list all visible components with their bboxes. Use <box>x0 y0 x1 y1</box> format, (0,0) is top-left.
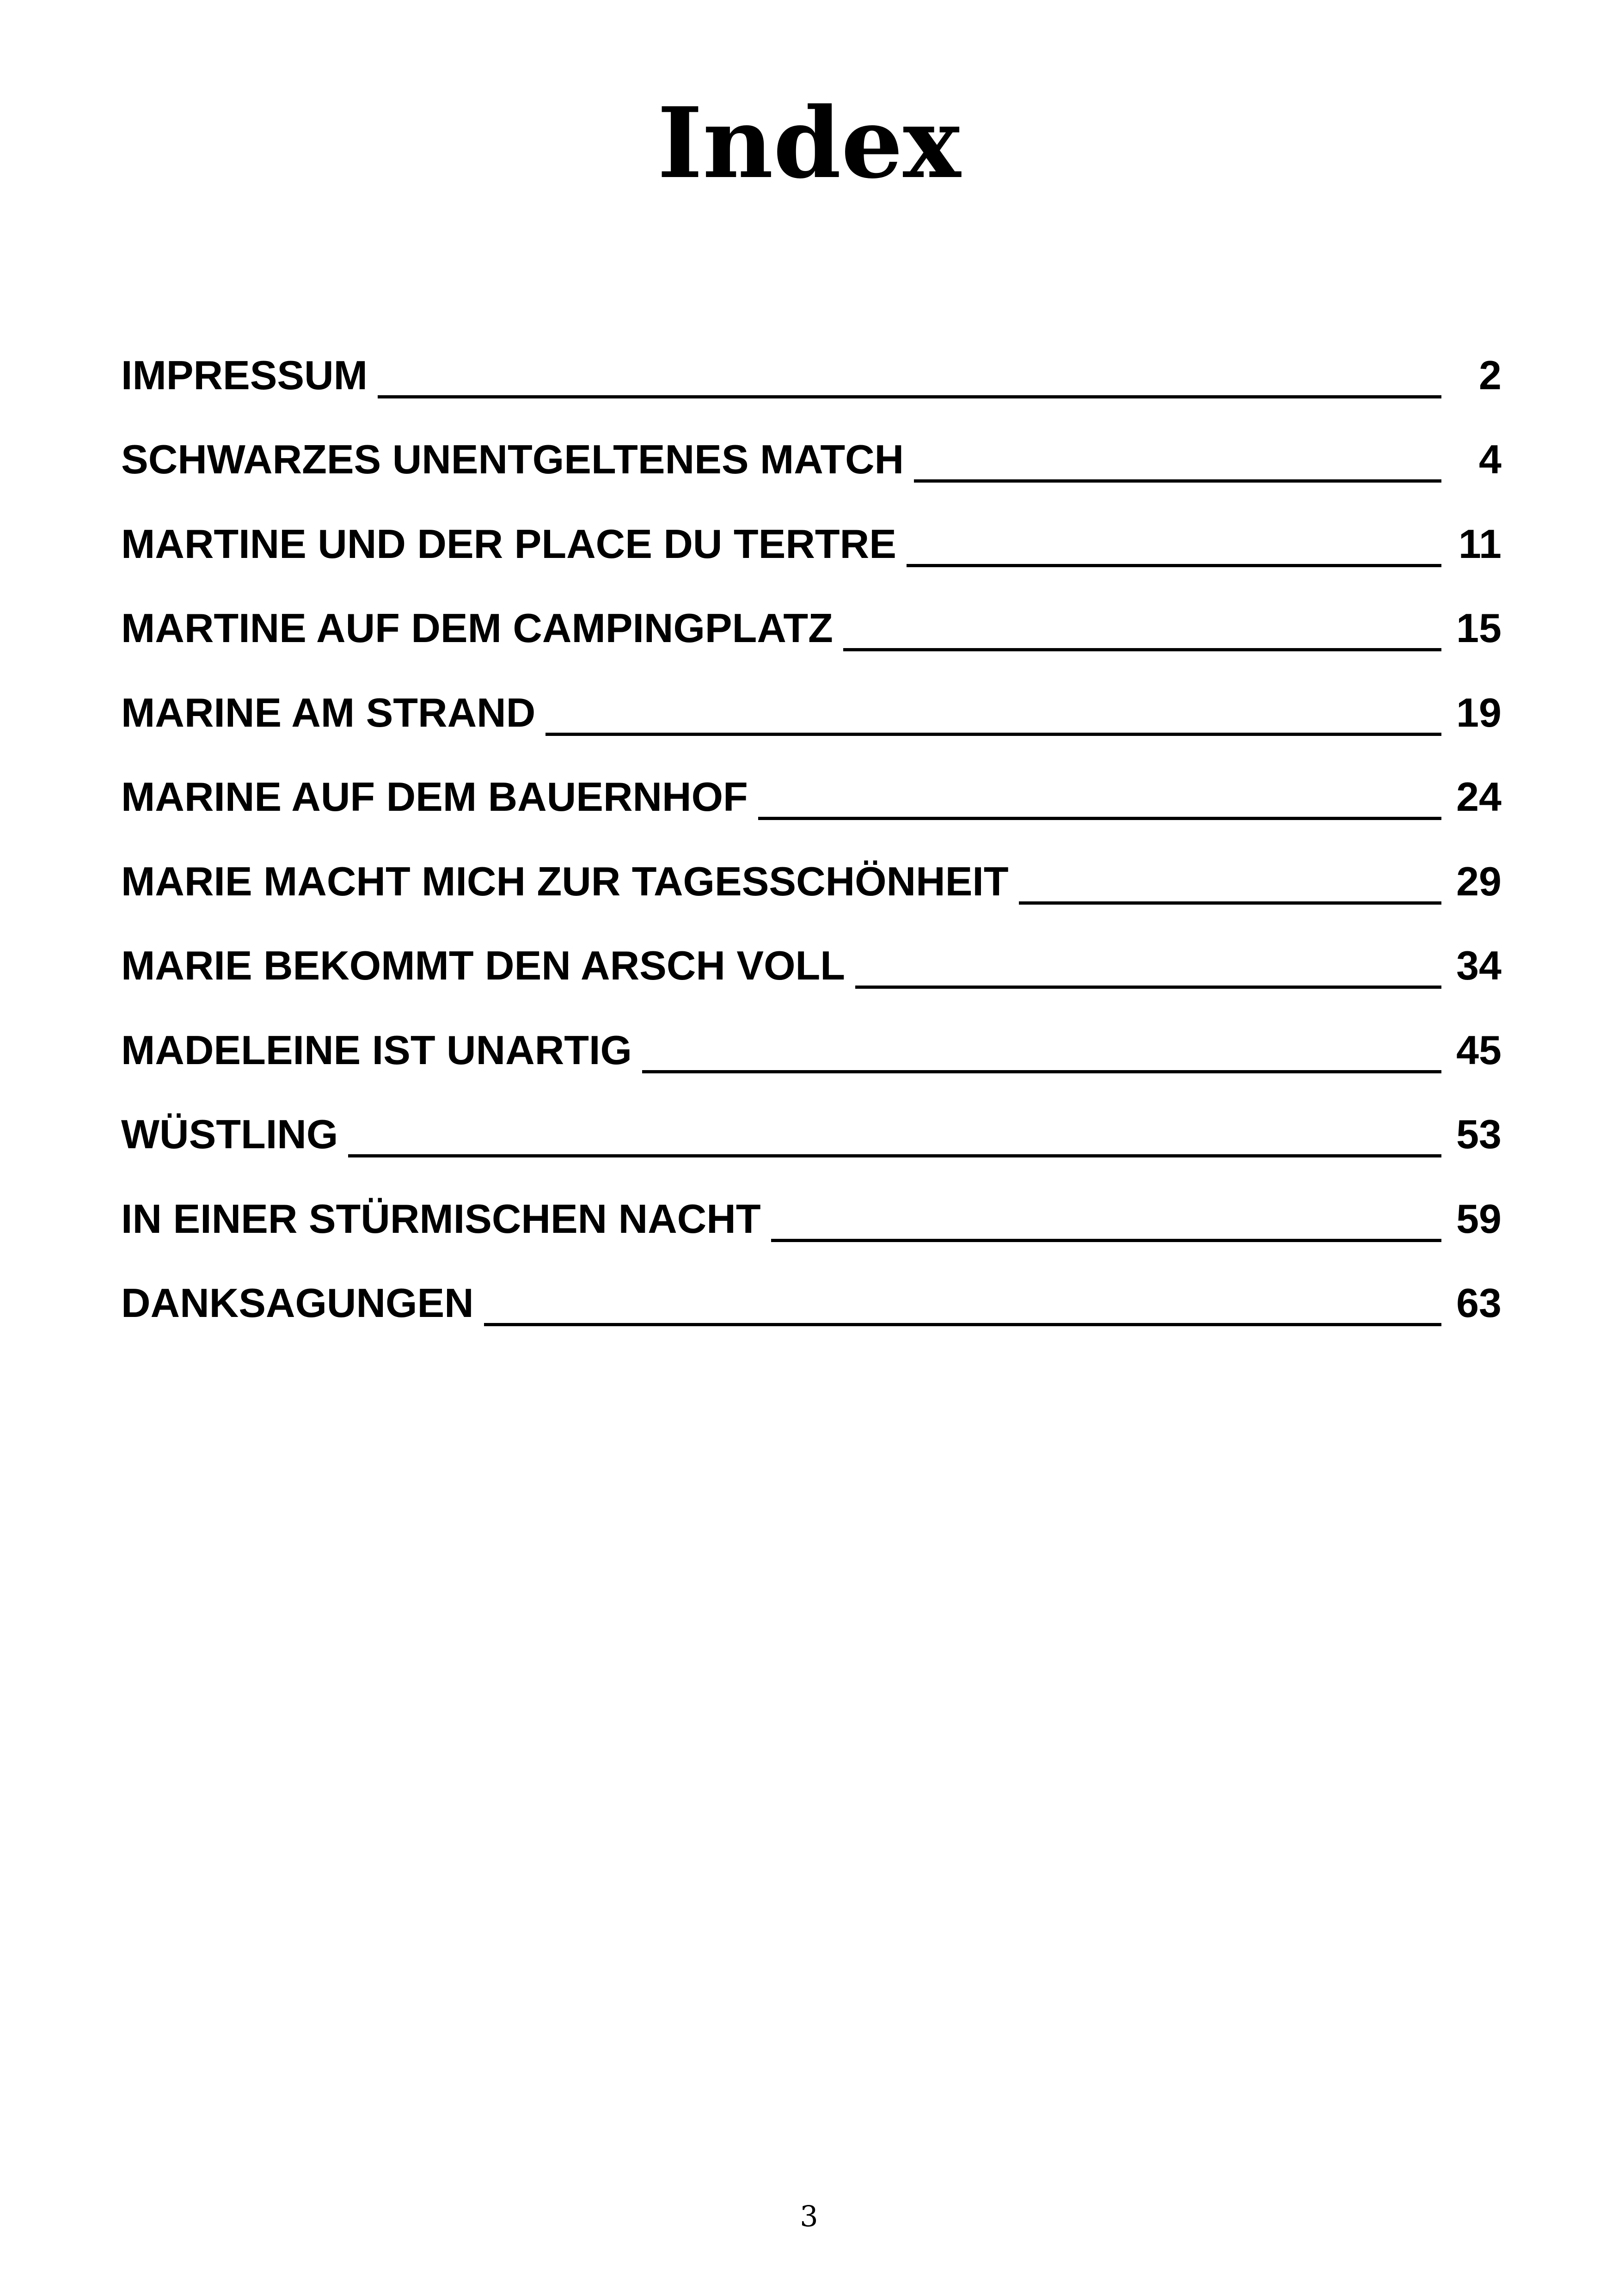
toc-entry-title: MARIE BEKOMMT DEN ARSCH VOLL <box>121 943 846 988</box>
toc-entry <box>121 415 1502 500</box>
toc-entry <box>121 753 1502 837</box>
toc-entry <box>121 584 1502 668</box>
table-of-contents <box>121 331 1502 1343</box>
toc-leader-line <box>545 733 1441 736</box>
toc-entry <box>121 1259 1502 1343</box>
toc-leader-line <box>642 1070 1441 1073</box>
toc-leader-line <box>378 395 1441 398</box>
toc-entry-title: MARTINE UND DER PLACE DU TERTRE <box>121 520 896 567</box>
toc-entry-title: WÜSTLING <box>121 1111 338 1157</box>
toc-leader-line <box>758 817 1441 820</box>
toc-leader-line <box>1019 901 1441 905</box>
toc-entry-page: 4 <box>1479 436 1502 482</box>
page-title: Index <box>657 86 961 200</box>
toc-entry-page: 29 <box>1456 858 1502 904</box>
toc-entry-page: 59 <box>1456 1195 1502 1242</box>
toc-entry <box>121 331 1502 415</box>
toc-entry <box>121 1090 1502 1175</box>
toc-leader-line <box>348 1154 1441 1157</box>
toc-entry-page: 15 <box>1456 605 1502 651</box>
page-number: 3 <box>800 2199 818 2233</box>
toc-leader-line <box>855 986 1441 989</box>
toc-entry <box>121 1174 1502 1259</box>
toc-entry-page: 19 <box>1456 689 1502 735</box>
toc-leader-line <box>914 479 1441 483</box>
toc-leader-line <box>843 648 1441 651</box>
toc-entry-page: 2 <box>1479 352 1502 398</box>
toc-entry <box>121 921 1502 1006</box>
toc-entry-title: MARTINE AUF DEM CAMPINGPLATZ <box>121 605 833 651</box>
toc-entry-title: MARINE AM STRAND <box>121 689 536 735</box>
toc-entry-title: MARINE AUF DEM BAUERNHOF <box>121 774 748 820</box>
toc-leader-line <box>907 564 1441 567</box>
toc-entry-title: MARIE MACHT MICH ZUR TAGESSCHÖNHEIT <box>121 858 1009 904</box>
toc-entry <box>121 668 1502 753</box>
toc-entry-page: 53 <box>1456 1111 1502 1157</box>
toc-entry-page: 11 <box>1458 520 1502 567</box>
toc-entry-page: 63 <box>1456 1280 1502 1326</box>
toc-entry <box>121 499 1502 584</box>
toc-entry-title: SCHWARZES UNENTGELTENES MATCH <box>121 436 904 482</box>
toc-entry-page: 34 <box>1456 943 1502 988</box>
toc-entry-title: IN EINER STÜRMISCHEN NACHT <box>121 1195 761 1242</box>
toc-entry-page: 45 <box>1456 1027 1502 1073</box>
toc-entry <box>121 837 1502 921</box>
toc-entry <box>121 1005 1502 1090</box>
toc-entry-title: DANKSAGUNGEN <box>121 1280 474 1326</box>
toc-leader-line <box>484 1323 1441 1326</box>
toc-entry-title: IMPRESSUM <box>121 352 368 398</box>
toc-entry-page: 24 <box>1456 774 1502 820</box>
toc-entry-title: MADELEINE IST UNARTIG <box>121 1027 632 1073</box>
toc-leader-line <box>771 1239 1441 1242</box>
